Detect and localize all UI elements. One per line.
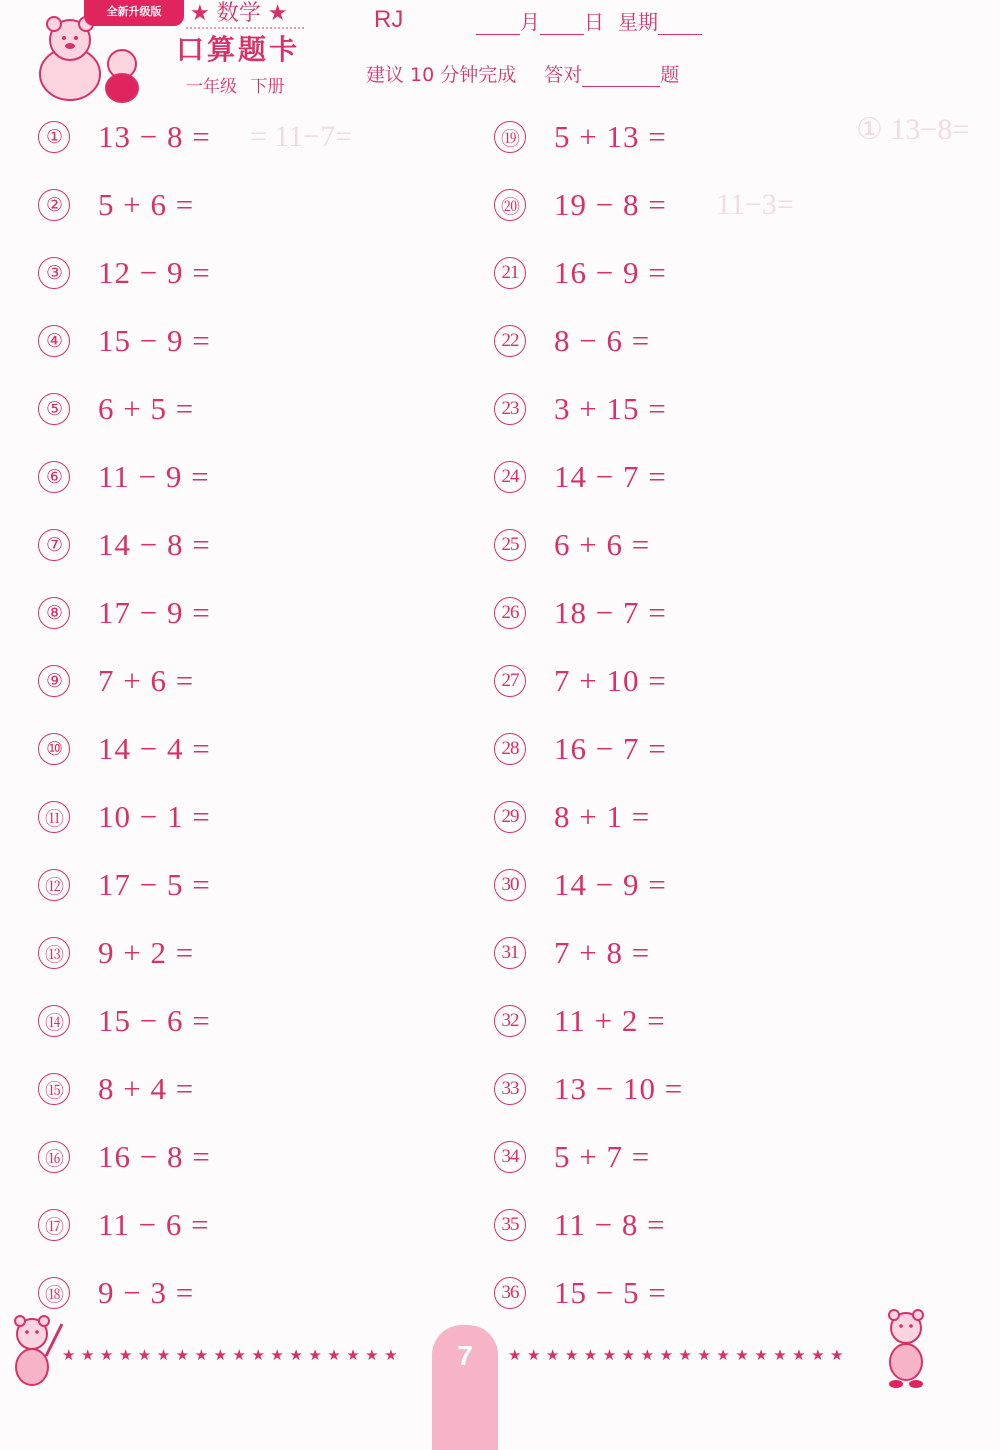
problem-item (38, 1137, 211, 1177)
problem-expression: 7 + 10 = (554, 663, 667, 698)
problem-item (494, 321, 650, 361)
problem-item (494, 389, 667, 429)
problem-item (38, 1001, 211, 1041)
problem-expression: 5 + 6 = (98, 187, 195, 222)
problem-item (38, 1069, 194, 1109)
problem-number: ⑮ (38, 1073, 70, 1105)
problem-expression: 6 + 6 = (554, 527, 651, 562)
problem-number: 21 (494, 257, 526, 289)
problem-item (38, 1273, 194, 1313)
problem-item (38, 117, 211, 157)
problem-number: ⑱ (38, 1277, 70, 1309)
problem-number: ③ (38, 257, 70, 289)
problem-number: ⑩ (38, 733, 70, 765)
problem-item (494, 1273, 667, 1313)
problem-expression: 14 − 4 = (98, 731, 211, 766)
problem-expression: 17 − 9 = (98, 595, 211, 630)
problem-item (494, 457, 667, 497)
problem-number: ② (38, 189, 70, 221)
upgrade-badge: 全新升级版 (84, 0, 184, 26)
problem-number: ⑦ (38, 529, 70, 561)
problem-item (38, 525, 211, 565)
problem-item (494, 253, 667, 293)
edition-label: RJ (374, 6, 404, 33)
problem-expression: 8 + 4 = (98, 1071, 195, 1106)
problem-number: ⑭ (38, 1005, 70, 1037)
problem-item (494, 593, 667, 633)
problem-number: ① (38, 121, 70, 153)
problem-item (38, 593, 211, 633)
problem-expression: 12 − 9 = (98, 255, 211, 290)
problem-item (38, 797, 211, 837)
problem-item (38, 253, 211, 293)
problem-expression: 7 + 6 = (98, 663, 195, 698)
problem-number: ⑳ (494, 189, 526, 221)
problem-item (494, 1069, 683, 1109)
problem-item (38, 729, 211, 769)
problem-number: ⑲ (494, 121, 526, 153)
problem-expression: 16 − 7 = (554, 731, 667, 766)
problem-item (38, 457, 210, 497)
problem-item (494, 1001, 666, 1041)
problem-expression: 16 − 8 = (98, 1139, 211, 1174)
bleed-through-text: = 11−7= (250, 120, 353, 153)
problem-item (38, 661, 194, 701)
problem-expression: 5 + 13 = (554, 119, 667, 154)
problem-number: 32 (494, 1005, 526, 1037)
date-row (476, 6, 702, 35)
problem-number: 35 (494, 1209, 526, 1241)
problem-number: ⑧ (38, 597, 70, 629)
bear-mascot-left-icon (2, 1312, 66, 1392)
problem-number: ⑰ (38, 1209, 70, 1241)
problem-item (494, 185, 667, 225)
problem-number: 34 (494, 1141, 526, 1173)
page-number: 7 (457, 1340, 473, 1371)
problem-number: 36 (494, 1277, 526, 1309)
problem-expression: 8 − 6 = (554, 323, 651, 358)
problem-expression: 3 + 15 = (554, 391, 667, 426)
problem-expression: 11 − 8 = (554, 1207, 666, 1242)
problem-item (494, 933, 650, 973)
bleed-through-text: ① 13−8= (856, 113, 970, 146)
problem-number: ⑯ (38, 1141, 70, 1173)
star-border-right: ★★★★★★★★★★★★★★★★★★ (508, 1346, 850, 1364)
correct-label: 答对 (544, 64, 583, 86)
problem-expression: 19 − 8 = (554, 187, 667, 222)
problem-item (38, 389, 194, 429)
problem-number: 31 (494, 937, 526, 969)
problem-expression: 11 − 6 = (98, 1207, 210, 1242)
problem-number: 24 (494, 461, 526, 493)
problem-number: 26 (494, 597, 526, 629)
problem-expression: 9 + 2 = (98, 935, 195, 970)
correct-count-field[interactable] (582, 64, 660, 87)
page-title: 口算题卡 (176, 33, 301, 66)
problem-expression: 14 − 7 = (554, 459, 667, 494)
weekday-field[interactable] (658, 12, 702, 35)
problem-item (38, 321, 211, 361)
hint-row (366, 60, 679, 87)
grade-label: 一年级 下册 (186, 77, 285, 97)
problem-item (38, 1205, 210, 1245)
subject-label: ★ 数学 ★ (190, 1, 288, 26)
problem-item (494, 865, 667, 905)
problem-item (494, 729, 667, 769)
problem-number: ④ (38, 325, 70, 357)
month-field[interactable] (476, 12, 520, 35)
problem-expression: 11 + 2 = (554, 1003, 666, 1038)
problem-expression: 14 − 8 = (98, 527, 211, 562)
bear-mascot-right-icon (872, 1308, 936, 1390)
time-hint: 建议 10 分钟完成 (366, 64, 517, 86)
day-field[interactable] (540, 12, 584, 35)
problem-expression: 14 − 9 = (554, 867, 667, 902)
problem-expression: 17 − 5 = (98, 867, 211, 902)
bleed-through-text: 11−3= (716, 188, 794, 221)
problem-expression: 9 − 3 = (98, 1275, 195, 1310)
problem-number: ⑤ (38, 393, 70, 425)
problem-expression: 11 − 9 = (98, 459, 210, 494)
count-unit-label: 题 (660, 64, 680, 86)
problem-item (38, 185, 194, 225)
problem-number: 28 (494, 733, 526, 765)
problem-number: 23 (494, 393, 526, 425)
problem-expression: 7 + 8 = (554, 935, 651, 970)
problem-expression: 5 + 7 = (554, 1139, 651, 1174)
problem-expression: 15 − 6 = (98, 1003, 211, 1038)
day-label: 日 (584, 10, 604, 34)
problem-expression: 13 − 8 = (98, 119, 211, 154)
problem-number: 30 (494, 869, 526, 901)
problem-number: ⑨ (38, 665, 70, 697)
problem-item (494, 1137, 650, 1177)
problem-number: 33 (494, 1073, 526, 1105)
problem-number: ⑪ (38, 801, 70, 833)
star-border-left: ★★★★★★★★★★★★★★★★★★ (62, 1346, 404, 1364)
problem-item (38, 865, 211, 905)
problem-number: 22 (494, 325, 526, 357)
problem-expression: 15 − 5 = (554, 1275, 667, 1310)
weekday-label: 星期 (618, 10, 658, 34)
problem-number: ⑫ (38, 869, 70, 901)
problem-expression: 6 + 5 = (98, 391, 195, 426)
problem-number: 27 (494, 665, 526, 697)
problem-expression: 10 − 1 = (98, 799, 211, 834)
problem-number: ⑥ (38, 461, 70, 493)
problem-expression: 13 − 10 = (554, 1071, 684, 1106)
month-label: 月 (520, 10, 540, 34)
problem-expression: 18 − 7 = (554, 595, 667, 630)
problem-item (494, 797, 650, 837)
problem-item (38, 933, 194, 973)
header (0, 0, 1000, 110)
problem-number: ⑬ (38, 937, 70, 969)
problem-item (494, 1205, 666, 1245)
problem-expression: 16 − 9 = (554, 255, 667, 290)
problem-item (494, 525, 650, 565)
problem-expression: 15 − 9 = (98, 323, 211, 358)
problem-item (494, 661, 667, 701)
problem-expression: 8 + 1 = (554, 799, 651, 834)
problem-number: 25 (494, 529, 526, 561)
problem-item (494, 117, 667, 157)
problem-number: 29 (494, 801, 526, 833)
